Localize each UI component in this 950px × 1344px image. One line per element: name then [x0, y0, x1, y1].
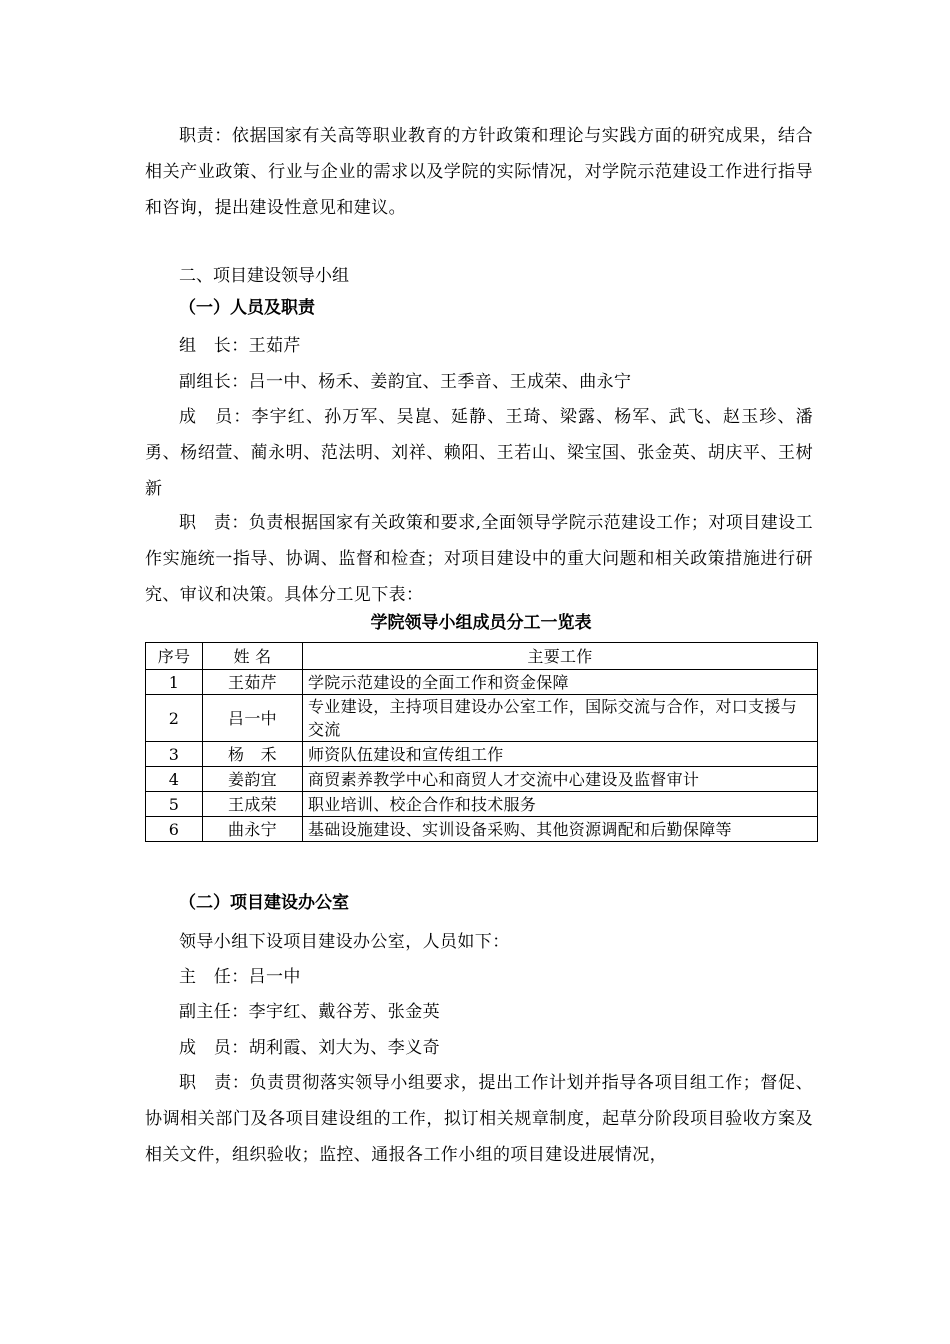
- table-row: [146, 695, 818, 742]
- office-duty-paragraph: 职 责：负责贯彻落实领导小组要求，提出工作计划并指导各项目组工作；督促、协调相关部门及各项目建设组的工作，拟订相关规章制度，起草分阶段项目验收方案及相关文件，组织验收；监控、通报各工作小组的项目建设进展情况，: [145, 1073, 813, 1165]
- row-name: 吕一中: [203, 695, 303, 742]
- group-leader-line: 组 长：王茹芹: [179, 336, 301, 356]
- row-name: 曲永宁: [203, 817, 303, 842]
- members-paragraph: 成 员：李宇红、孙万军、吴崑、延静、王琦、梁露、杨军、武飞、赵玉珍、潘勇、杨绍萱、蔺永明、范法明、刘祥、赖阳、王若山、梁宝国、张金英、胡庆平、王树新: [145, 407, 813, 499]
- row-name: 杨 禾: [203, 742, 303, 767]
- table-row: [146, 792, 818, 817]
- office-deputy-line: 副主任：李宇红、戴谷芳、张金英: [179, 1002, 440, 1022]
- subsection-1-heading: （一）人员及职责: [179, 298, 315, 318]
- table-row: [146, 767, 818, 792]
- table-header-row: [146, 643, 818, 670]
- table-row: [146, 817, 818, 842]
- row-work: 师资队伍建设和宣传组工作: [303, 742, 818, 767]
- row-name: 王茹芹: [203, 670, 303, 695]
- row-name: 王成荣: [203, 792, 303, 817]
- advisory-duty-paragraph: 职责：依据国家有关高等职业教育的方针政策和理论与实践方面的研究成果，结合相关产业政策、行业与企业的需求以及学院的实际情况，对学院示范建设工作进行指导和咨询，提出建设性意见和建议。: [145, 126, 813, 218]
- table-title: 学院领导小组成员分工一览表: [370, 613, 592, 633]
- leadership-duty-paragraph: 职 责：负责根据国家有关政策和要求,全面领导学院示范建设工作；对项目建设工作实施统一指导、协调、监督和检查；对项目建设中的重大问题和相关政策措施进行研究、审议和决策。具体分工见下表：: [145, 513, 813, 605]
- row-index: 3: [146, 742, 203, 767]
- deputy-leader-line: 副组长：吕一中、杨禾、姜韵宜、王季音、王成荣、曲永宁: [179, 372, 632, 392]
- office-members-line: 成 员：胡利霞、刘大为、李义奇: [179, 1038, 440, 1058]
- division-of-work-table: [145, 642, 818, 842]
- row-index: 5: [146, 792, 203, 817]
- row-index: 1: [146, 670, 203, 695]
- header-main-work: 主要工作: [303, 643, 818, 670]
- office-director-line: 主 任：吕一中: [179, 967, 301, 987]
- row-name: 姜韵宜: [203, 767, 303, 792]
- row-index: 6: [146, 817, 203, 842]
- row-work: 职业培训、校企合作和技术服务: [303, 792, 818, 817]
- section-2-heading: 二、项目建设领导小组: [179, 266, 349, 286]
- header-index: 序号: [146, 643, 203, 670]
- subsection-2-heading: （二）项目建设办公室: [179, 893, 349, 913]
- row-work: 商贸素养教学中心和商贸人才交流中心建设及监督审计: [303, 767, 818, 792]
- row-work: 基础设施建设、实训设备采购、其他资源调配和后勤保障等: [303, 817, 818, 842]
- office-intro-line: 领导小组下设项目建设办公室，人员如下：: [179, 932, 510, 952]
- row-index: 4: [146, 767, 203, 792]
- header-name: 姓 名: [203, 643, 303, 670]
- row-work: 专业建设，主持项目建设办公室工作，国际交流与合作，对口支援与交流: [303, 695, 818, 742]
- row-index: 2: [146, 695, 203, 742]
- table-row: [146, 742, 818, 767]
- row-work: 学院示范建设的全面工作和资金保障: [303, 670, 818, 695]
- table-row: [146, 670, 818, 695]
